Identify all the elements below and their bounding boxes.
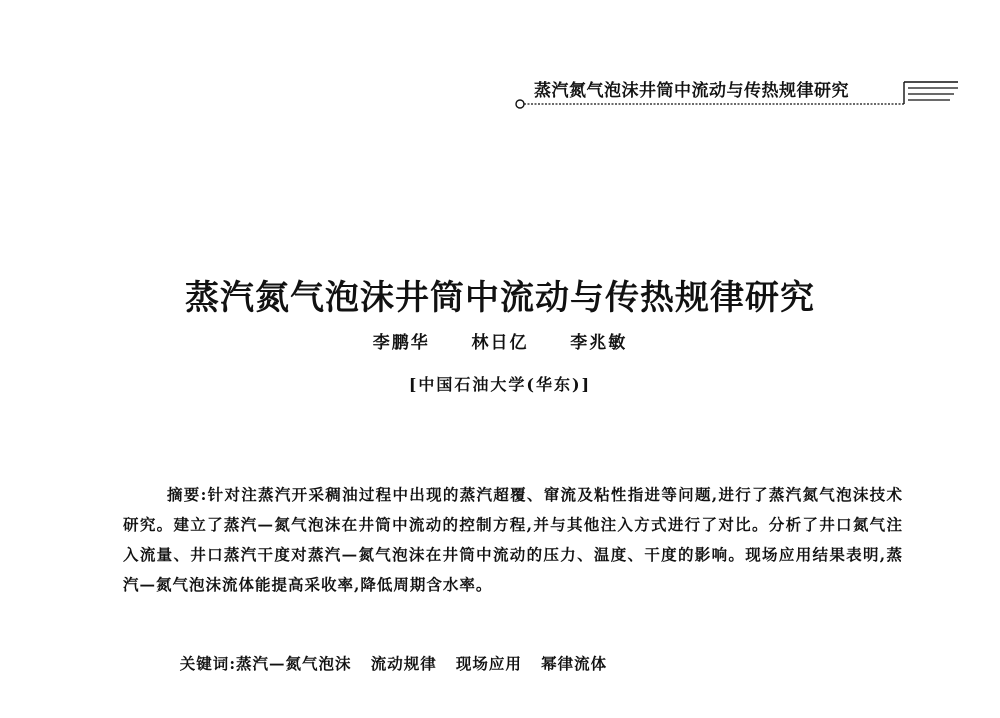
- keywords-label: 关键词: [179, 655, 230, 673]
- running-header: [508, 74, 958, 114]
- abstract-label: 摘要: [167, 486, 201, 504]
- abstract-text: :针对注蒸汽开采稠油过程中出现的蒸汽超覆、窜流及粘性指进等问题,进行了蒸汽氮气泡沫技术研究。建立了蒸汽—氮气泡沫在井筒中流动的控制方程,并与其他注入方式进行了对比。分析了井口氮气注入流量、井口蒸汽干度对蒸汽—氮气泡沫在井筒中流动的压力、温度、干度的影响。现场应用结果表明,蒸汽—氮气泡沫流体能提高采收率,降低周期含水率。: [123, 485, 903, 594]
- authors: 李鹏华 林日亿 李兆敏: [372, 333, 628, 353]
- running-header-title: 蒸汽氮气泡沫井筒中流动与传热规律研究: [534, 81, 849, 101]
- keywords-text: :蒸汽—氮气泡沫 流动规律 现场应用 幂律流体: [229, 654, 608, 673]
- affiliation: [中国石油大学(华东)]: [408, 375, 592, 394]
- abstract: [123, 480, 903, 600]
- paper-title: 蒸汽氮气泡沫井筒中流动与传热规律研究: [185, 278, 815, 318]
- keywords: [167, 633, 907, 674]
